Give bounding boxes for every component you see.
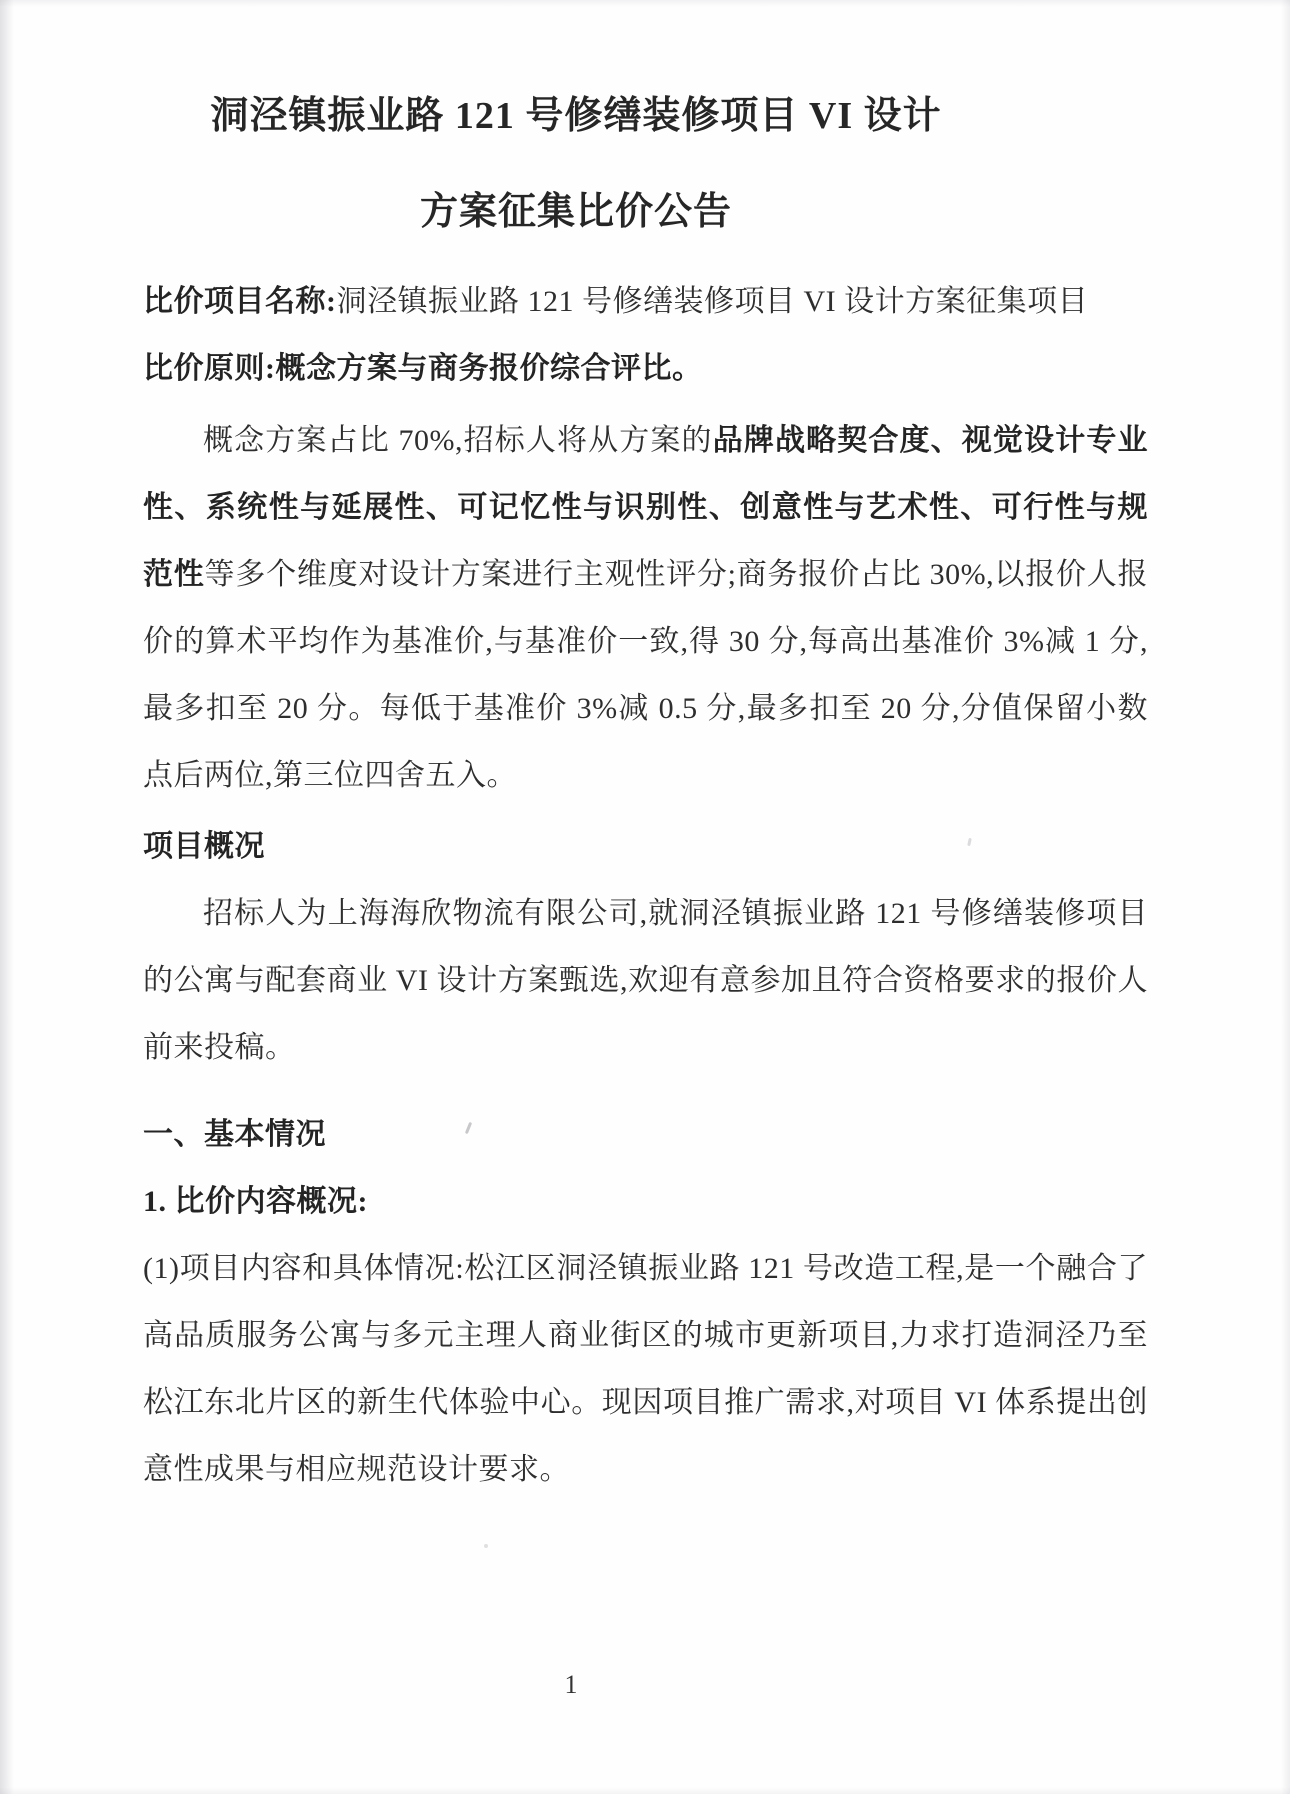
document-title-line-2: 方案征集比价公告 bbox=[419, 191, 732, 233]
paragraph-scoring-rules bbox=[143, 407, 1148, 809]
project-name-label: 比价项目名称: bbox=[143, 285, 337, 318]
paragraph-project-name bbox=[143, 268, 1148, 335]
principle-label: 比价原则: bbox=[143, 352, 276, 385]
document-body bbox=[143, 268, 1148, 1503]
document-title bbox=[0, 0, 1152, 240]
scoring-criteria-bold: 品牌战略契合度、视觉设计专业性、系统性与延展性、可记忆性与识别性、创意性与艺术性、可行性与规范性 bbox=[143, 424, 1148, 591]
heading-item-1-price-comparison: 1. 比价内容概况: bbox=[143, 1185, 368, 1218]
heading-project-overview: 项目概况 bbox=[143, 830, 265, 863]
paragraph-project-overview: 招标人为上海海欣物流有限公司,就洞泾镇振业路 121 号修缮装修项目的公寓与配套商业 VI 设计方案甄选,欢迎有意参加且符合资格要求的报价人前来投稿。 bbox=[143, 897, 1148, 1064]
principle-value: 概念方案与商务报价综合评比。 bbox=[275, 352, 703, 385]
scoring-text-tail: 等多个维度对设计方案进行主观性评分;商务报价占比 30%,以报价人报价的算术平均作为基准价,与基准价一致,得 30 分,每高出基准价 3%减 1 分,最多扣至 20 分。每低于基准价 3%减 0.5 分,最多扣至 20 分,分值保留小数点后两位,第三位四舍五入。 bbox=[143, 558, 1149, 792]
paragraph-principle bbox=[143, 335, 1148, 402]
page-number: 1 bbox=[564, 1670, 578, 1699]
document-title-line-1: 洞泾镇振业路 121 号修缮装修项目 VI 设计 bbox=[210, 95, 942, 137]
scoring-text-lead: 概念方案占比 70%,招标人将从方案的 bbox=[203, 424, 713, 457]
project-name-value: 洞泾镇振业路 121 号修缮装修项目 VI 设计方案征集项目 bbox=[336, 285, 1089, 318]
heading-section-1-basic-info: 一、基本情况 bbox=[143, 1118, 326, 1151]
paragraph-item-1-details: (1)项目内容和具体情况:松江区洞泾镇振业路 121 号改造工程,是一个融合了高品质服务公寓与多元主理人商业街区的城市更新项目,力求打造洞泾乃至松江东北片区的新生代体验中心。现因项目推广需求,对项目 VI 体系提出创意性成果与相应规范设计要求。 bbox=[143, 1252, 1148, 1486]
scan-artifact-speck bbox=[484, 1544, 488, 1548]
